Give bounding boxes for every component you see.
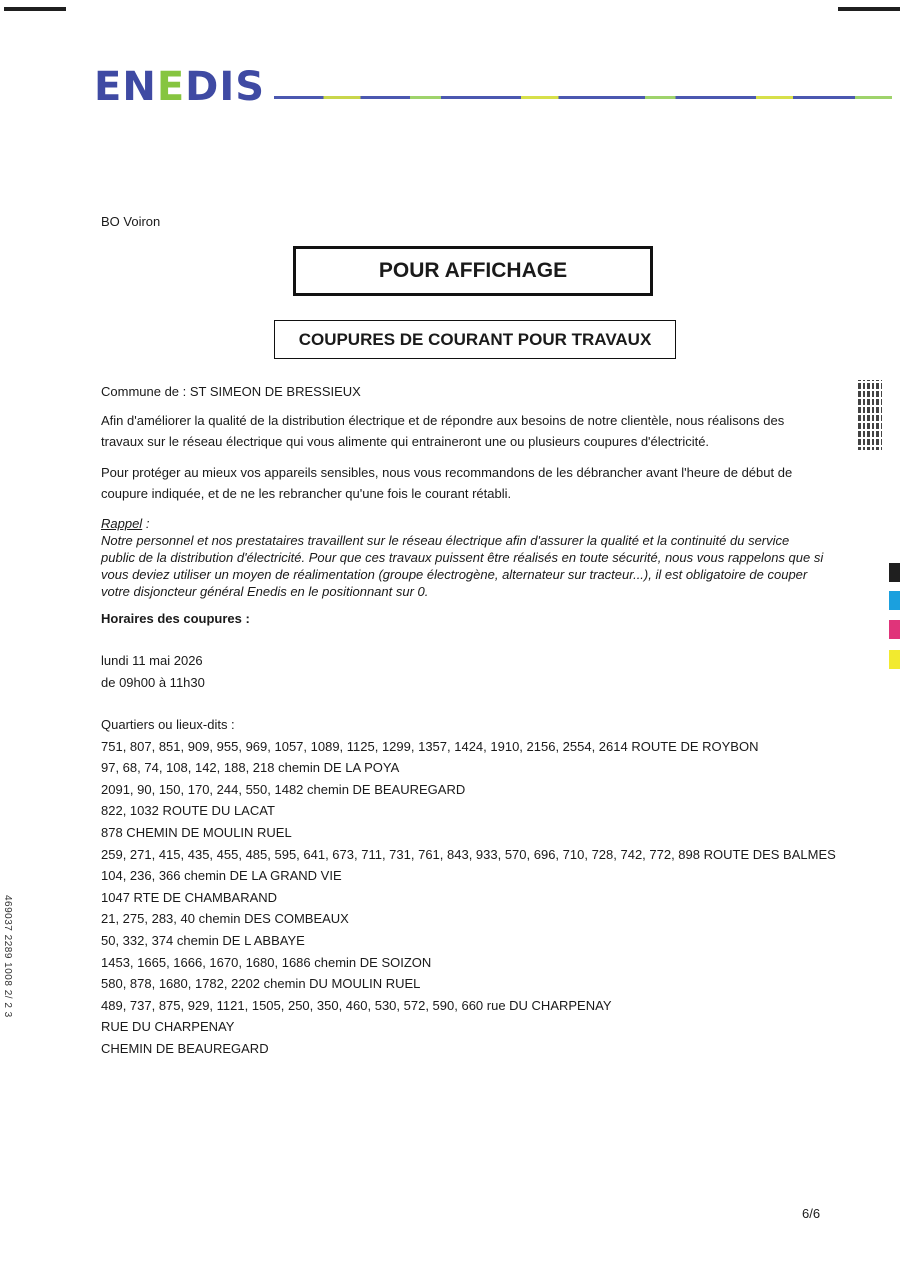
scan-mark-right [838, 7, 900, 11]
list-item: 489, 737, 875, 929, 1121, 1505, 250, 350, 460, 530, 572, 590, 660 rue DU CHARPENAY [101, 997, 612, 1013]
quartiers-title: Quartiers ou lieux-dits : [101, 717, 235, 732]
color-swatch-cyan [889, 591, 900, 610]
color-swatch-black [889, 563, 900, 582]
list-item: 259, 271, 415, 435, 455, 485, 595, 641, 673, 711, 731, 761, 843, 933, 570, 696, 710, 728, 742, 772, 898 ROUTE DES BALMES [101, 846, 836, 862]
list-item: 2091, 90, 150, 170, 244, 550, 1482 chemin DE BEAUREGARD [101, 781, 466, 797]
rappel-title-suffix: : [142, 516, 150, 531]
list-item: 822, 1032 ROUTE DU LACAT [101, 803, 275, 819]
list-item: 21, 275, 283, 40 chemin DES COMBEAUX [101, 911, 349, 927]
horaires-title: Horaires des coupures : [101, 611, 250, 626]
list-item: RUE DU CHARPENAY [101, 1019, 235, 1035]
outage-time: de 09h00 à 11h30 [101, 675, 205, 690]
list-item: CHEMIN DE BEAUREGARD [101, 1040, 269, 1056]
rappel-body: Notre personnel et nos prestataires travaillent sur le réseau électrique afin d'assurer la qualité et la continuité du service public de la distribution d'électricité. Pour que ces travaux puissent être réalisés en toute sécurité, nous vous rappelons que si vous deviez utiliser un moyen de réalimentation (groupe électrogène, alternateur sur tracteur...), il est obligatoire de couper votre disjoncteur général Enedis en le positionnant sur 0. [101, 533, 824, 599]
enedis-logo [94, 62, 265, 112]
scan-mark-left [4, 7, 66, 11]
list-item: 580, 878, 1680, 1782, 2202 chemin DU MOULIN RUEL [101, 976, 421, 992]
list-item: 104, 236, 366 chemin DE LA GRAND VIE [101, 868, 342, 884]
page-number: 6/6 [802, 1206, 821, 1221]
rappel-block [101, 515, 826, 600]
list-item: 751, 807, 851, 909, 955, 969, 1057, 1089, 1125, 1299, 1357, 1424, 1910, 2156, 2554, 2614 ROUTE DE ROYBON [101, 738, 759, 754]
intro-paragraph: Afin d'améliorer la qualité de la distribution électrique et de répondre aux besoins de notre clientèle, nous réalisons des travaux sur le réseau électrique qui vous alimente qui entraineront une ou plusieurs coupures d'électricité. [101, 413, 785, 449]
outage-date: lundi 11 mai 2026 [101, 653, 203, 668]
color-swatch-magenta [889, 620, 900, 639]
list-item: 97, 68, 74, 108, 142, 188, 218 chemin DE LA POYA [101, 760, 400, 776]
side-reference-code: 469037 2289 1008 2/ 2 3 [2, 895, 13, 1018]
logo-part-right: DIS [185, 64, 266, 110]
qr-code [858, 380, 882, 450]
office-label: BO Voiron [101, 214, 161, 229]
logo-rule [274, 96, 892, 99]
list-item: 1047 RTE DE CHAMBARAND [101, 889, 278, 905]
color-swatch-yellow [889, 650, 900, 669]
title-box: POUR AFFICHAGE [293, 246, 653, 296]
logo-part-mid: E [156, 64, 186, 110]
logo-part-left: EN [94, 64, 157, 110]
list-item: 50, 332, 374 chemin DE L ABBAYE [101, 932, 305, 948]
subtitle-box: COUPURES DE COURANT POUR TRAVAUX [274, 320, 676, 359]
rappel-heading [101, 515, 826, 532]
list-item: 878 CHEMIN DE MOULIN RUEL [101, 824, 292, 840]
list-item: 1453, 1665, 1666, 1670, 1680, 1686 chemin DE SOIZON [101, 954, 432, 970]
quartiers-list [101, 714, 836, 1060]
advice-paragraph: Pour protéger au mieux vos appareils sensibles, nous vous recommandons de les débrancher avant l'heure de début de coupure indiquée, et de ne les rebrancher qu'une fois le courant rétabli. [101, 465, 793, 501]
rappel-title: Rappel [101, 516, 143, 531]
commune-line: Commune de : ST SIMEON DE BRESSIEUX [101, 384, 361, 399]
